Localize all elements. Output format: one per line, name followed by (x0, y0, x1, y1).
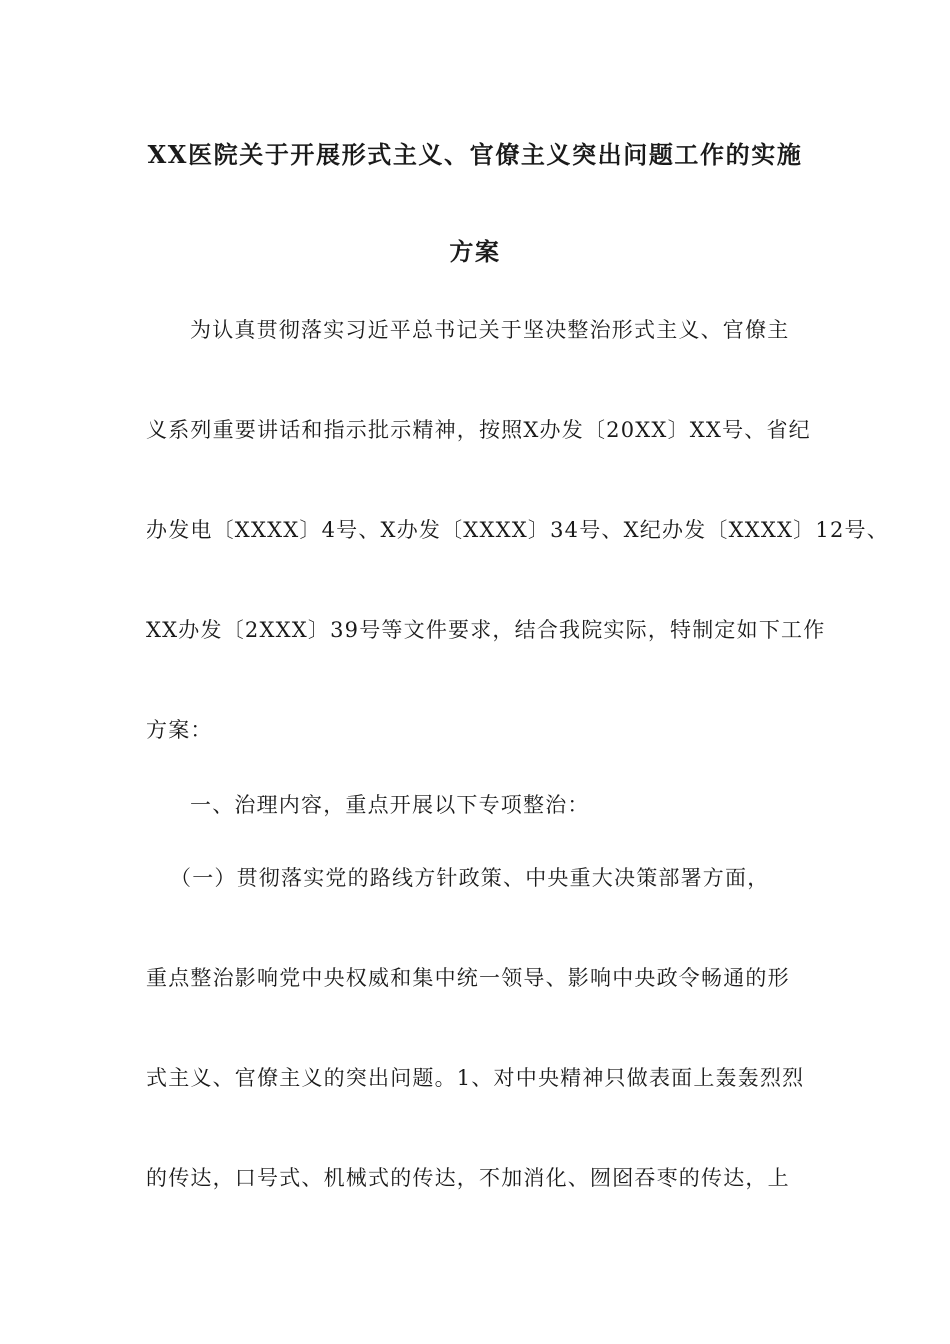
paragraph-line: 为认真贯彻落实习近平总书记关于坚决整治形式主义、官僚主 (190, 318, 790, 342)
paragraph-line: 办发电〔XXXX〕4号、X办发〔XXXX〕34号、X纪办发〔XXXX〕12号、 (146, 518, 889, 542)
section-heading: 一、治理内容，重点开展以下专项整治： (190, 793, 590, 817)
paragraph-line: XX办发〔2XXX〕39号等文件要求，结合我院实际，特制定如下工作 (146, 618, 826, 642)
document-title-line-2: 方案 (449, 237, 501, 266)
paragraph-line: 重点整治影响党中央权威和集中统一领导、影响中央政令畅通的形 (146, 966, 790, 990)
paragraph-line: 式主义、官僚主义的突出问题。1、对中央精神只做表面上轰轰烈烈 (146, 1066, 805, 1090)
document-title-line-1: XX医院关于开展形式主义、官僚主义突出问题工作的实施 (147, 140, 803, 169)
paragraph-line: 义系列重要讲话和指示批示精神，按照X办发〔20XX〕XX号、省纪 (146, 418, 811, 442)
paragraph-line: 的传达，口号式、机械式的传达，不加消化、囫囵吞枣的传达，上 (146, 1166, 790, 1190)
paragraph-line: （一）贯彻落实党的路线方针政策、中央重大决策部署方面， (170, 866, 770, 890)
paragraph-line: 方案： (146, 718, 213, 742)
